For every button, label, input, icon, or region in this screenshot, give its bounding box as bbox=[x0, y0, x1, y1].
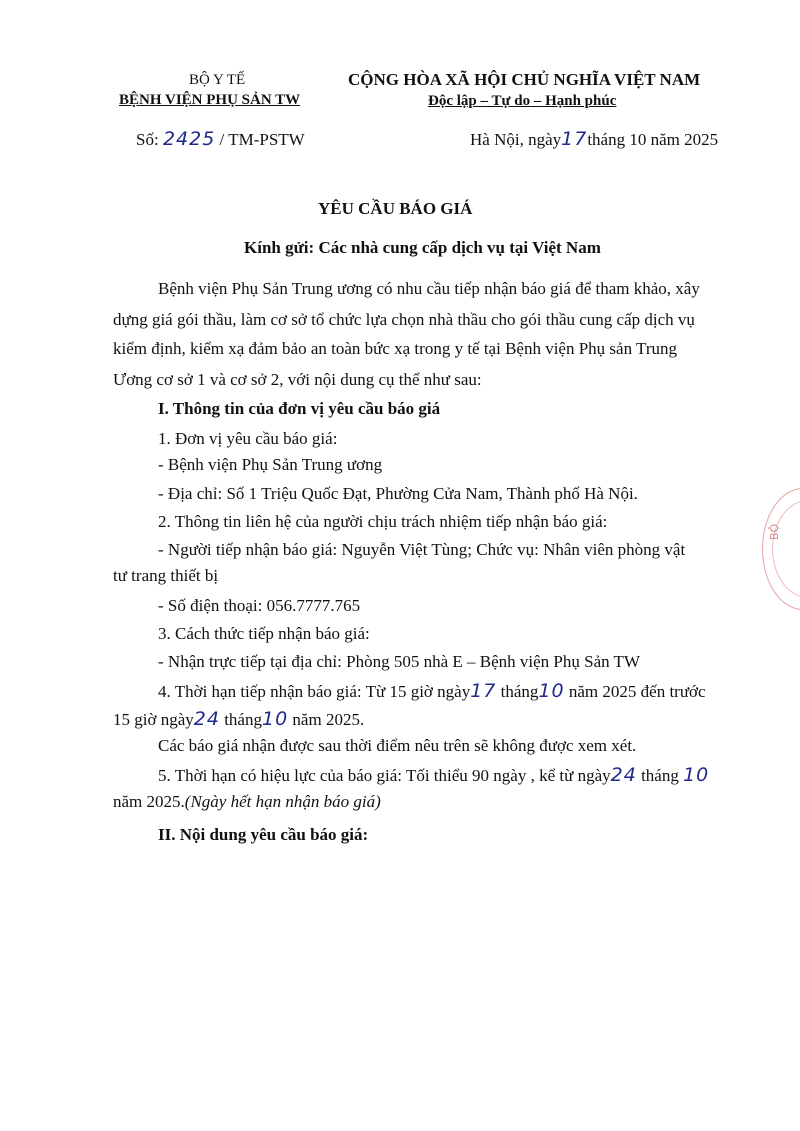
section-1-note: Các báo giá nhận được sau thời điểm nêu trên sẽ không được xem xét. bbox=[158, 736, 637, 755]
item-4-day-2-handwritten: 24 bbox=[193, 708, 220, 730]
section-1-item-3: 3. Cách thức tiếp nhận báo giá: bbox=[158, 624, 370, 643]
intro-line-3: kiểm định, kiểm xạ đảm bảo an toàn bức xạ trong y tế tại Bệnh viện Phụ sản Trung bbox=[113, 339, 677, 358]
section-1-phone: - Số điện thoại: 056.7777.765 bbox=[158, 596, 361, 615]
item-4-month-1-handwritten: 10 bbox=[538, 680, 565, 702]
section-1-item-5-line-1 bbox=[158, 764, 709, 786]
item-4-text-b: tháng bbox=[500, 682, 539, 701]
item-5-day-handwritten: 24 bbox=[610, 764, 637, 786]
document-number-suffix: / TM-PSTW bbox=[219, 130, 305, 149]
intro-line-1: Bệnh viện Phụ Sản Trung ương có nhu cầu tiếp nhận báo giá để tham khảo, xây bbox=[158, 279, 700, 298]
document-date bbox=[470, 128, 718, 150]
document-number bbox=[136, 128, 305, 150]
section-1-unit: - Bệnh viện Phụ Sản Trung ương bbox=[158, 455, 383, 474]
date-prefix: Hà Nội, ngày bbox=[470, 130, 562, 149]
hospital-name: BỆNH VIỆN PHỤ SẢN TW bbox=[119, 92, 301, 108]
date-day-handwritten: 17 bbox=[561, 128, 588, 150]
section-1-method: - Nhận trực tiếp tại địa chỉ: Phòng 505 nhà E – Bệnh viện Phụ Sản TW bbox=[158, 652, 640, 671]
document-title: YÊU CẦU BÁO GIÁ bbox=[318, 199, 473, 218]
intro-line-4: Ương cơ sở 1 và cơ sở 2, với nội dung cụ thể như sau: bbox=[113, 370, 482, 389]
ministry-name: BỘ Y TẾ bbox=[189, 72, 246, 88]
section-1-item-5-line-2 bbox=[113, 792, 381, 812]
motto: Độc lập – Tự do – Hạnh phúc bbox=[428, 93, 617, 109]
document-number-prefix: Số: bbox=[136, 130, 159, 149]
recipient-line: Kính gửi: Các nhà cung cấp dịch vụ tại Việt Nam bbox=[244, 238, 601, 257]
section-1-contact-line-1: - Người tiếp nhận báo giá: Nguyễn Việt Tùng; Chức vụ: Nhân viên phòng vật bbox=[158, 540, 686, 559]
section-1-heading: I. Thông tin của đơn vị yêu cầu báo giá bbox=[158, 399, 441, 418]
section-1-contact-line-2: tư trang thiết bị bbox=[113, 566, 219, 585]
country-name: CỘNG HÒA XÃ HỘI CHỦ NGHĨA VIỆT NAM bbox=[348, 70, 701, 89]
intro-line-2: dựng giá gói thầu, làm cơ sở tổ chức lựa chọn nhà thầu cho gói thầu cung cấp dịch vụ bbox=[113, 310, 695, 329]
section-2-heading: II. Nội dung yêu cầu báo giá: bbox=[158, 825, 369, 844]
item-5-text-c: năm 2025. bbox=[113, 792, 185, 811]
item-4-text-e: tháng bbox=[224, 710, 262, 729]
date-suffix: tháng 10 năm 2025 bbox=[587, 130, 719, 149]
section-1-item-1: 1. Đơn vị yêu cầu báo giá: bbox=[158, 429, 338, 448]
item-4-text-c: năm 2025 đến trước bbox=[568, 682, 706, 701]
item-4-text-d: 15 giờ ngày bbox=[113, 710, 194, 729]
section-1-item-4-line-2 bbox=[113, 708, 364, 730]
section-1-item-4-line-1 bbox=[158, 680, 706, 702]
item-5-text-b: tháng bbox=[641, 766, 679, 785]
item-4-day-1-handwritten: 17 bbox=[470, 680, 497, 702]
item-4-month-2-handwritten: 10 bbox=[261, 708, 289, 730]
item-4-text-a: 4. Thời hạn tiếp nhận báo giá: Từ 15 giờ ngày bbox=[158, 682, 471, 701]
item-4-text-f: năm 2025. bbox=[292, 710, 365, 729]
item-5-month-handwritten: 10 bbox=[683, 764, 710, 786]
document-number-handwritten: 2425 bbox=[162, 128, 216, 150]
item-5-text-a: 5. Thời hạn có hiệu lực của báo giá: Tối thiểu 90 ngày , kể từ ngày bbox=[158, 766, 611, 785]
red-seal-text: BỘ bbox=[768, 523, 781, 540]
section-1-address: - Địa chỉ: Số 1 Triệu Quốc Đạt, Phường Cửa Nam, Thành phố Hà Nội. bbox=[158, 484, 638, 503]
item-5-italic-note: (Ngày hết hạn nhận báo giá) bbox=[184, 792, 381, 811]
section-1-item-2: 2. Thông tin liên hệ của người chịu trách nhiệm tiếp nhận báo giá: bbox=[158, 512, 608, 531]
